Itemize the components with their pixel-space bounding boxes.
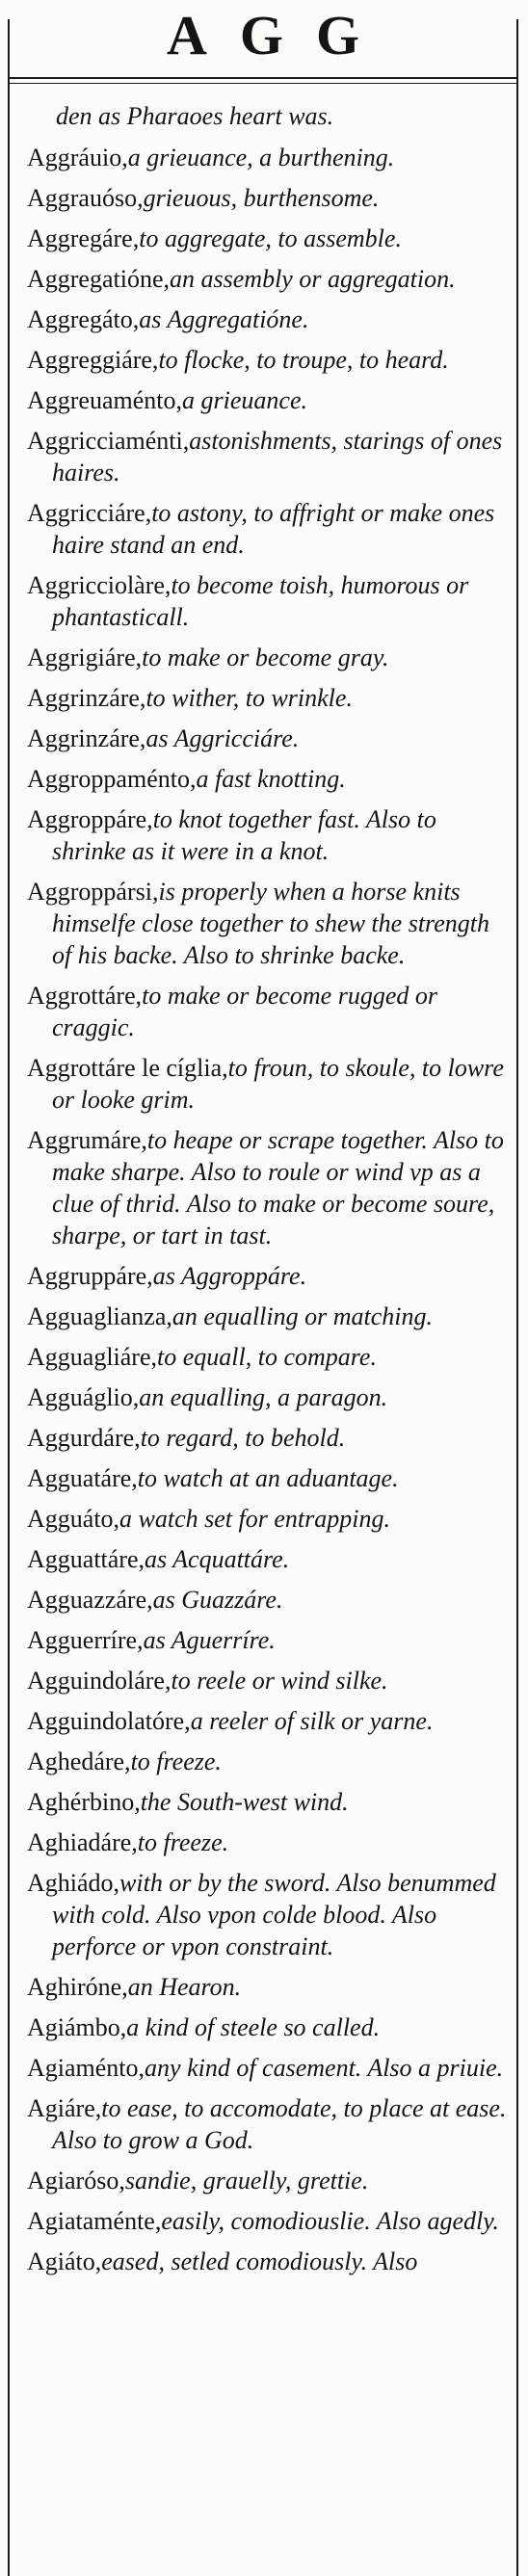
continuation-text: den as Pharaoes heart was. [56, 102, 334, 130]
dictionary-entry [27, 763, 509, 795]
dictionary-entry [27, 303, 509, 335]
entry-headword: Agguaglianza, [27, 1302, 172, 1330]
entry-definition: to freeze. [130, 1748, 222, 1775]
entry-definition: a watch set for entrapping. [119, 1505, 390, 1533]
entry-headword: Aggreggiáre, [27, 346, 159, 374]
dictionary-entry [27, 1381, 509, 1413]
entry-headword: Agguatáre, [27, 1464, 138, 1492]
dictionary-entry [27, 223, 509, 254]
continuation-line [27, 100, 509, 132]
dictionary-entry [27, 263, 509, 295]
entry-headword: Aggrigiáre, [27, 644, 143, 671]
entry-headword: Aghedáre, [27, 1748, 131, 1775]
entry-headword: Aggroppáre, [27, 805, 153, 833]
entry-definition: to aggregate, to assemble. [139, 224, 402, 252]
entry-definition: to make or become gray. [142, 644, 389, 671]
entry-definition: an assembly or aggregation. [170, 265, 456, 293]
entry-headword: Agguattáre, [27, 1545, 145, 1573]
entry-definition: to knot together fast. Also to shrinke as it were in a knot. [52, 805, 436, 865]
entry-definition: to flocke, to troupe, to heard. [158, 346, 449, 374]
entry-definition: eased, setled comodiously. Also [101, 2247, 418, 2275]
entry-headword: Aggregatióne, [27, 265, 171, 293]
entry-definition: as Acquattáre. [145, 1545, 290, 1573]
entry-definition: with or by the sword. Also benummed with cold. Also vpon colde blood. Also perforce or vpon constraint. [52, 1869, 496, 1960]
entry-definition: the South-west wind. [140, 1788, 349, 1816]
dictionary-entry [27, 1052, 509, 1116]
entry-headword: Agguáto, [27, 1505, 120, 1533]
dictionary-entry [27, 1624, 509, 1656]
entry-headword: Aggruppáre, [27, 1262, 153, 1290]
dictionary-entry [27, 1422, 509, 1454]
dictionary-entry [27, 803, 509, 867]
dictionary-entry [27, 2205, 509, 2237]
entry-headword: Agguáglio, [27, 1383, 140, 1411]
entry-headword: Aggrinzáre, [27, 724, 146, 752]
entry-definition: sandie, grauelly, grettie. [124, 2167, 369, 2195]
entry-headword: Aggricciolàre, [27, 571, 172, 599]
entry-definition: astonishments, starings of ones haires. [52, 427, 503, 486]
entry-headword: Agiaróso, [27, 2167, 125, 2195]
dictionary-entry [27, 2052, 509, 2084]
entry-definition: a grieuance. [182, 386, 307, 414]
entry-definition: a kind of steele so called. [126, 2013, 381, 2041]
entry-list [27, 100, 509, 2286]
entry-headword: Aghiadáre, [27, 1828, 138, 1856]
entry-headword: Aggráuio, [27, 144, 128, 171]
entry-definition: grieuous, burthensome. [143, 184, 380, 212]
entry-definition: an equalling or matching. [172, 1302, 433, 1330]
dictionary-entry [27, 876, 509, 971]
dictionary-entry [27, 1971, 509, 2003]
dictionary-entry [27, 1341, 509, 1373]
dictionary-entry [27, 642, 509, 673]
dictionary-entry [27, 497, 509, 561]
entry-headword: Agiaménto, [27, 2054, 145, 2082]
dictionary-entry [27, 1124, 509, 1251]
dictionary-entry [27, 2246, 509, 2277]
dictionary-entry [27, 1827, 509, 1858]
entry-definition: as Aggricciáre. [145, 724, 300, 752]
dictionary-entry [27, 1584, 509, 1616]
dictionary-entry [27, 1867, 509, 1962]
entry-headword: Aggrinzáre, [27, 684, 146, 712]
entry-definition: to watch at an aduantage. [137, 1464, 399, 1492]
entry-definition: to freeze. [137, 1828, 229, 1856]
entry-definition: to regard, to behold. [140, 1424, 346, 1452]
dictionary-entry [27, 344, 509, 376]
dictionary-entry [27, 2092, 509, 2156]
entry-headword: Agguindoláre, [27, 1667, 172, 1695]
entry-headword: Aghiróne, [27, 1973, 128, 2001]
dictionary-entry [27, 1705, 509, 1737]
dictionary-entry [27, 425, 509, 488]
entry-definition: to ease, to accomodate, to place at ease. Also to grow a God. [52, 2094, 507, 2154]
entry-headword: Agguagliáre, [27, 1343, 158, 1371]
entry-headword: Agiataménte, [27, 2207, 162, 2235]
entry-headword: Aggrottáre, [27, 982, 143, 1010]
entry-definition: any kind of casement. Also a priuie. [145, 2054, 504, 2082]
entry-headword: Aggrauóso, [27, 184, 144, 212]
entry-headword: Aggroppaménto, [27, 765, 197, 793]
entry-headword: Aghiádo, [27, 1869, 120, 1897]
entry-headword: Aggreuaménto, [27, 386, 183, 414]
entry-headword: Agiáre, [27, 2094, 102, 2122]
entry-definition: easily, comodiouslie. Also agedly. [161, 2207, 499, 2235]
entry-definition: to make or become rugged or craggic. [52, 982, 437, 1041]
entry-definition: is properly when a horse knits himselfe close together to shew the strength of his backe. Also to shrinke backe. [52, 878, 489, 969]
dictionary-entry [27, 723, 509, 754]
dictionary-entry [27, 384, 509, 416]
entry-definition: a fast knotting. [196, 765, 346, 793]
entry-headword: Aggrumáre, [27, 1126, 147, 1154]
right-border-rule [516, 19, 518, 2576]
entry-definition: to become toish, humorous or phantasticall. [52, 571, 469, 631]
dictionary-entry [27, 2011, 509, 2043]
entry-definition: as Aguerríre. [143, 1626, 276, 1654]
dictionary-entry [27, 1665, 509, 1696]
header-rule-thin [8, 83, 518, 84]
entry-definition: an Hearon. [127, 1973, 242, 2001]
entry-headword: Aggroppársi, [27, 878, 159, 906]
entry-definition: to reele or wind silke. [171, 1667, 388, 1695]
dictionary-entry [27, 1260, 509, 1292]
left-border-rule [8, 19, 10, 2576]
dictionary-entry [27, 569, 509, 633]
dictionary-entry [27, 1462, 509, 1494]
entry-definition: to astony, to affright or make ones haire stand an end. [52, 499, 495, 559]
entry-headword: Agguindolatóre, [27, 1707, 191, 1735]
entry-headword: Aggrottáre le cíglia, [27, 1054, 228, 1082]
entry-headword: Aggricciáre, [27, 499, 152, 527]
dictionary-entry [27, 182, 509, 214]
running-head: AGG [166, 4, 393, 66]
header-rule [8, 77, 518, 79]
entry-definition: as Aggroppáre. [152, 1262, 307, 1290]
entry-definition: to froun, to skoule, to lowre or looke grim. [52, 1054, 504, 1114]
entry-headword: Aggurdáre, [27, 1424, 141, 1452]
dictionary-entry [27, 142, 509, 173]
entry-definition: a reeler of silk or yarne. [190, 1707, 434, 1735]
entry-definition: to heape or scrape together. Also to make sharpe. Also to roule or wind vp as a clue of thrid. Also to make or become soure, sharpe, or tart in tast. [52, 1126, 504, 1249]
entry-headword: Aggricciaménti, [27, 427, 190, 455]
entry-definition: to equall, to compare. [157, 1343, 377, 1371]
dictionary-entry [27, 1503, 509, 1535]
dictionary-entry [27, 1786, 509, 1818]
entry-definition: as Guazzáre. [152, 1586, 283, 1614]
entry-headword: Aggregáto, [27, 305, 140, 333]
dictionary-entry [27, 1746, 509, 1777]
entry-headword: Agguazzáre, [27, 1586, 153, 1614]
entry-headword: Agiámbo, [27, 2013, 127, 2041]
dictionary-entry [27, 980, 509, 1043]
dictionary-entry [27, 2165, 509, 2196]
entry-headword: Agguerríre, [27, 1626, 144, 1654]
entry-definition: as Aggregatióne. [139, 305, 309, 333]
entry-headword: Agiáto, [27, 2247, 102, 2275]
entry-definition: a grieuance, a burthening. [127, 144, 395, 171]
entry-definition: to wither, to wrinkle. [145, 684, 353, 712]
dictionary-entry [27, 682, 509, 714]
dictionary-entry [27, 1301, 509, 1332]
entry-headword: Aggregáre, [27, 224, 140, 252]
dictionary-entry [27, 1543, 509, 1575]
entry-headword: Aghérbino, [27, 1788, 141, 1816]
entry-definition: an equalling, a paragon. [139, 1383, 388, 1411]
